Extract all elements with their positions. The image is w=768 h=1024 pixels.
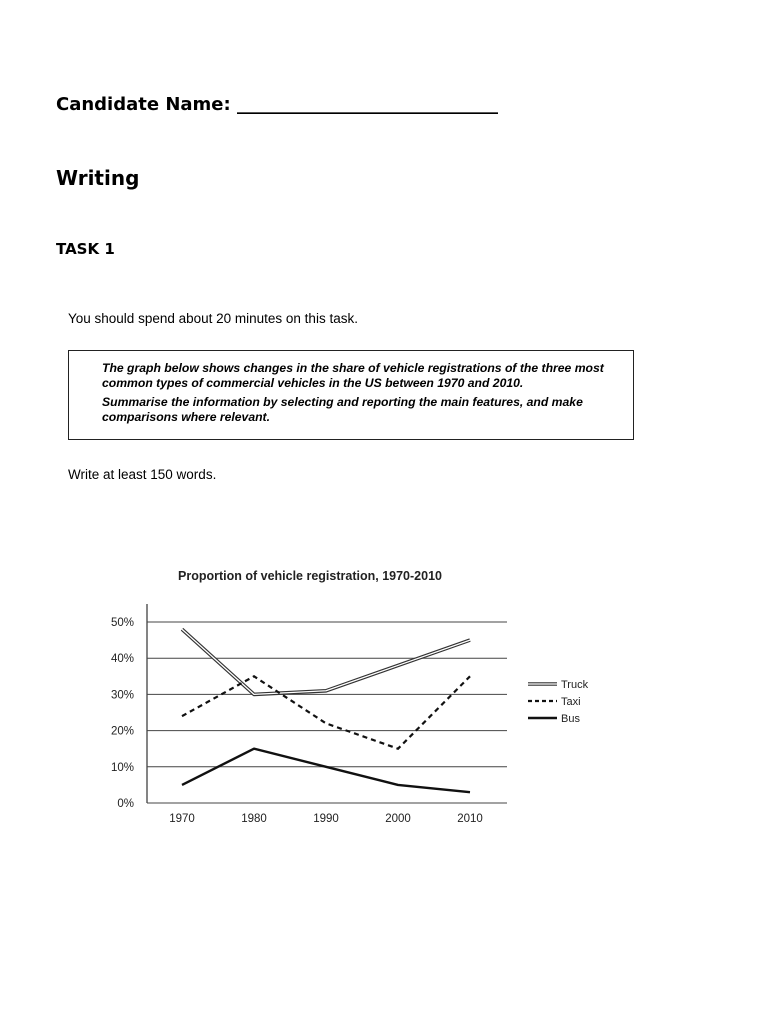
y-tick-label: 0% (117, 798, 134, 810)
legend-item-taxi (528, 696, 581, 708)
chart-title: Proportion of vehicle registration, 1970-2010 (178, 569, 442, 583)
candidate-name-label: Candidate Name: _____________________________ (56, 94, 498, 115)
x-tick-label: 1990 (313, 813, 339, 825)
legend-item-truck (528, 679, 589, 691)
y-tick-label: 30% (110, 689, 134, 702)
task-prompt-description: The graph below shows changes in the share of vehicle registrations of the three most common types of commercial vehicles in the US between 1970 and 2010. (102, 361, 604, 390)
task-heading: TASK 1 (56, 240, 115, 258)
y-tick-label: 20% (110, 725, 134, 738)
legend-label: Truck (561, 679, 589, 691)
series-line-truck (182, 629, 470, 694)
task-prompt-directive: Summarise the information by selecting and reporting the main features, and make comparisons where relevant. (102, 395, 583, 424)
series-line-bus (182, 749, 470, 792)
section-title: Writing (56, 166, 140, 190)
legend-label: Taxi (561, 696, 581, 708)
y-tick-label: 40% (110, 653, 134, 666)
legend-item-bus (528, 713, 580, 725)
y-tick-label: 10% (110, 761, 134, 774)
word-count-instruction: Write at least 150 words. (68, 467, 217, 482)
legend-label: Bus (561, 713, 580, 725)
x-tick-label: 1980 (241, 813, 267, 825)
x-tick-label: 2000 (385, 813, 411, 825)
x-tick-label: 2010 (457, 813, 483, 825)
y-tick-label: 50% (110, 617, 134, 629)
x-tick-label: 1970 (169, 813, 195, 825)
series-line-taxi (182, 676, 470, 748)
time-instruction: You should spend about 20 minutes on this task. (68, 311, 358, 326)
